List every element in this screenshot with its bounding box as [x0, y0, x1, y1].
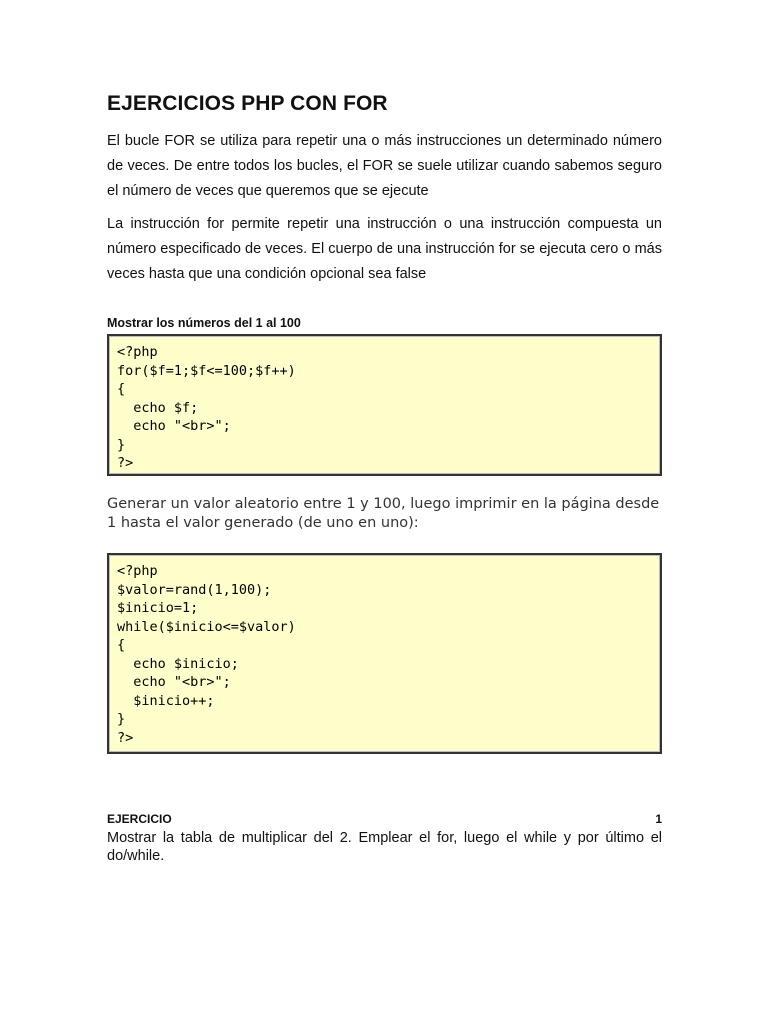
code-block-for	[107, 334, 662, 476]
for-description-paragraph: La instrucción for permite repetir una instrucción o una instrucción compuesta un número especificado de veces. El cuerpo de una instrucción for se ejecuta cero o más veces hasta que una condición opcional sea false	[107, 216, 662, 282]
random-value-paragraph: Generar un valor aleatorio entre 1 y 100, luego imprimir en la página desde 1 hasta el valor generado (de uno en uno):	[107, 496, 660, 531]
exercise-number: 1	[655, 812, 662, 826]
code-block-while	[107, 553, 662, 754]
page-title: EJERCICIOS PHP CON FOR	[107, 92, 388, 115]
exercise-text: Mostrar la tabla de multiplicar del 2. Emplear el for, luego el while y por último el do/while.	[107, 830, 662, 864]
section-label: Mostrar los números del 1 al 100	[107, 316, 301, 330]
exercise-label: EJERCICIO	[107, 812, 172, 826]
code-text: <?php for($f=1;$f<=100;$f++) { echo $f; echo "<br>"; } ?>	[117, 344, 296, 471]
code-text: <?php $valor=rand(1,100); $inicio=1; while($inicio<=$valor) { echo $inicio; echo "<br>"; $inicio++; } ?>	[117, 563, 296, 746]
exercise-header	[107, 812, 662, 826]
intro-paragraph: El bucle FOR se utiliza para repetir una o más instrucciones un determinado número de veces. De entre todos los bucles, el FOR se suele utilizar cuando sabemos seguro el número de veces que queremos que se ejecute	[107, 133, 662, 199]
